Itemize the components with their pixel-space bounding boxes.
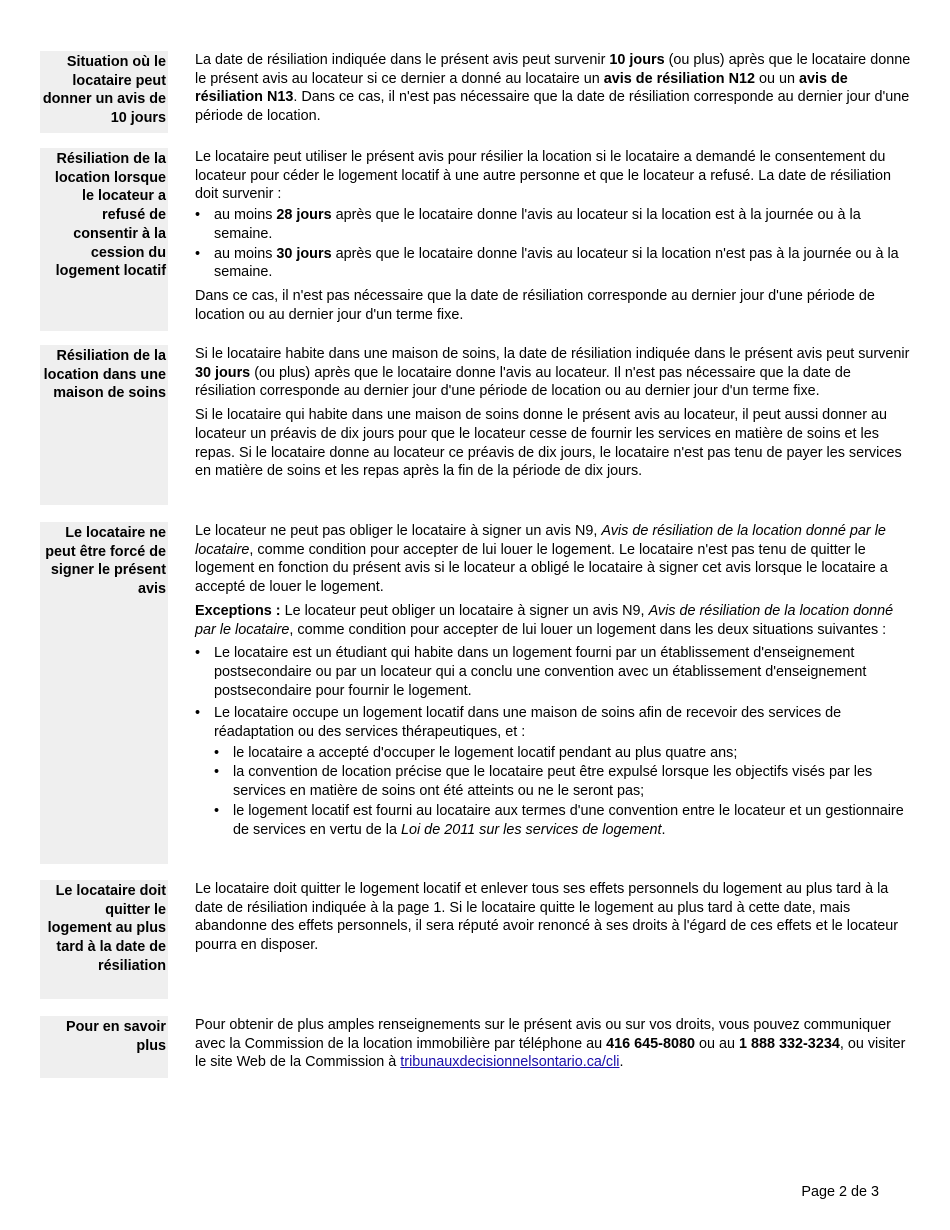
phone-number: 1 888 332-3234 [739,1035,840,1052]
bold-text: 10 jours [609,52,665,68]
text: Le locataire est un étudiant qui habite dans un logement fourni par un établissement d'enseignement postsecondaire ou par un locateur qui a conclu une convention avec un établissement d'enseignement postsecondaire pour fournir le logement. [214,645,867,699]
text: après que le locataire donne l'avis au locateur si la location n'est pas à la journée ou à la semaine. [214,245,899,281]
section-body [195,148,911,329]
bold-text: 30 jours [195,364,251,381]
text: , comme condition pour accepter de lui louer le logement. Le locataire n'est pas tenu de quitter le logement en fonction du présent avis si le locateur a obligé le locataire à signer cet avis lorsque le locataire a accepté de louer le logement. [195,541,888,596]
text: le logement locatif est fourni au locataire aux termes d'une convention entre le locateur et un gestionnaire de services en vertu de la [233,802,904,838]
bullet-list [195,206,911,282]
section-label: Pour en savoir plus [40,1016,168,1078]
section-body [195,1016,911,1077]
paragraph: Dans ce cas, il n'est pas nécessaire que la date de résiliation corresponde au dernier jour d'une période de location ou au dernier jour d'un terme fixe. [195,287,875,323]
section-label: Résiliation de la location lorsque le locateur a refusé de consentir à la cession du logement locatif [40,148,168,331]
list-item [195,245,911,282]
paragraph: Le locataire doit quitter le logement locatif et enlever tous ses effets personnels du logement au plus tard à la date de résiliation indiquée à la page 1. Si le locataire quitte le logement au plus tard à cette date, mais abandonne des effets personnels, il sera réputé avoir renoncé à ses droits à l'égard de ces effets et le locateur pourra en disposer. [195,881,898,954]
page-number: Page 2 de 3 [801,1184,879,1200]
text: , ou visiter le site Web de la Commission à [195,1035,906,1071]
bold-text: avis de résiliation N12 [603,70,755,87]
section-label: Le locataire ne peut être forcé de signer le présent avis [40,522,168,864]
italic-text: Loi de 2011 sur les services de logement [400,821,662,838]
sub-bullet-list [214,744,911,840]
paragraph [195,51,911,126]
text: Pour obtenir de plus amples renseignements sur le présent avis ou sur vos droits, vous pouvez communiquer avec la Commission de la location immobilière par téléphone au [195,1017,891,1052]
text: ou au [694,1035,739,1052]
paragraph [195,522,911,597]
paragraph: Si le locataire qui habite dans une maison de soins donne le présent avis au locateur, il peut aussi donner au locateur un préavis de dix jours pour que le locateur cesse de fournir les services en matière de soins et les repas. Si le locataire donne au locateur ce préavis de dix jours, le locataire n'est pas tenu de payer les services en matière de soins et les repas après la fin de la période de dix jours. [195,407,902,480]
section-body [195,880,911,960]
text: après que le locataire donne l'avis au locateur si la location est à la journée ou à la semaine. [214,207,861,242]
text: ou un [754,70,799,87]
text: Le locataire occupe un logement locatif dans une maison de soins afin de recevoir des services de réadaptation ou des services thérapeutiques, et : [214,705,842,741]
bullet-list [195,644,911,839]
text: , comme condition pour accepter de lui louer un logement dans les deux situations suivantes : [289,621,887,638]
text: au moins [214,245,277,262]
italic-text: Avis de résiliation de la location donné par le locataire [195,523,886,558]
paragraph: Le locataire peut utiliser le présent avis pour résilier la location si le locataire a demandé le consentement du locateur pour céder le logement locatif à une autre personne et que le locateur a refusé. La date de résiliation doit survenir : [195,149,891,203]
section-label: Le locataire doit quitter le logement au plus tard à la date de résiliation [40,880,168,999]
list-item [195,704,911,839]
bold-text: 28 jours [276,207,332,224]
paragraph [195,345,911,401]
phone-number: 416 645-8080 [606,1035,695,1052]
list-item: • la convention de location précise que le locataire peut être expulsé lorsque les objectifs visés par les services en matière de soins ont été atteints ou ne le seront pas; [214,763,911,800]
text: (ou plus) après que le locataire donne l'avis au locateur. Il n'est pas nécessaire que la date de résiliation corresponde au dernier jour d'une période de location ou au dernier jour d'un terme fixe. [195,364,851,400]
section-body [195,51,911,131]
section-body [195,522,911,844]
paragraph [195,602,911,639]
text: . Dans ce cas, il n'est pas nécessaire que la date de résiliation corresponde au dernier jour d'une période de location. [195,89,910,125]
italic-text: Avis de résiliation de la location donné par le locataire [195,602,894,638]
text: Le locateur peut obliger un locataire à signer un avis N9, [280,602,649,619]
text: Le locateur ne peut pas obliger le locataire à signer un avis N9, [195,523,602,539]
list-item [195,644,911,700]
list-item [195,206,911,243]
text: Si le locataire habite dans une maison de soins, la date de résiliation indiquée dans le présent avis peut survenir [195,346,910,362]
bold-text: avis de résiliation N13 [195,70,848,106]
list-item [214,802,911,839]
ltb-website-link[interactable]: tribunauxdecisionnelsontario.ca/cli [400,1054,620,1071]
text: La date de résiliation indiquée dans le présent avis peut survenir [195,52,610,68]
section-body [195,345,911,486]
section-label: Situation où le locataire peut donner un avis de 10 jours [40,51,168,133]
text: au moins [214,207,277,224]
bold-text: 30 jours [276,245,332,262]
text: . [661,821,666,838]
text: . [619,1054,624,1071]
list-item: • le locataire a accepté d'occuper le logement locatif pendant au plus quatre ans; [214,744,911,763]
bold-text: Exceptions : [195,602,281,619]
section-label: Résiliation de la location dans une maison de soins [40,345,168,505]
paragraph [195,1016,911,1072]
text: (ou plus) après que le locataire donne le présent avis au locateur si ce dernier a donné au locataire un [195,52,911,87]
